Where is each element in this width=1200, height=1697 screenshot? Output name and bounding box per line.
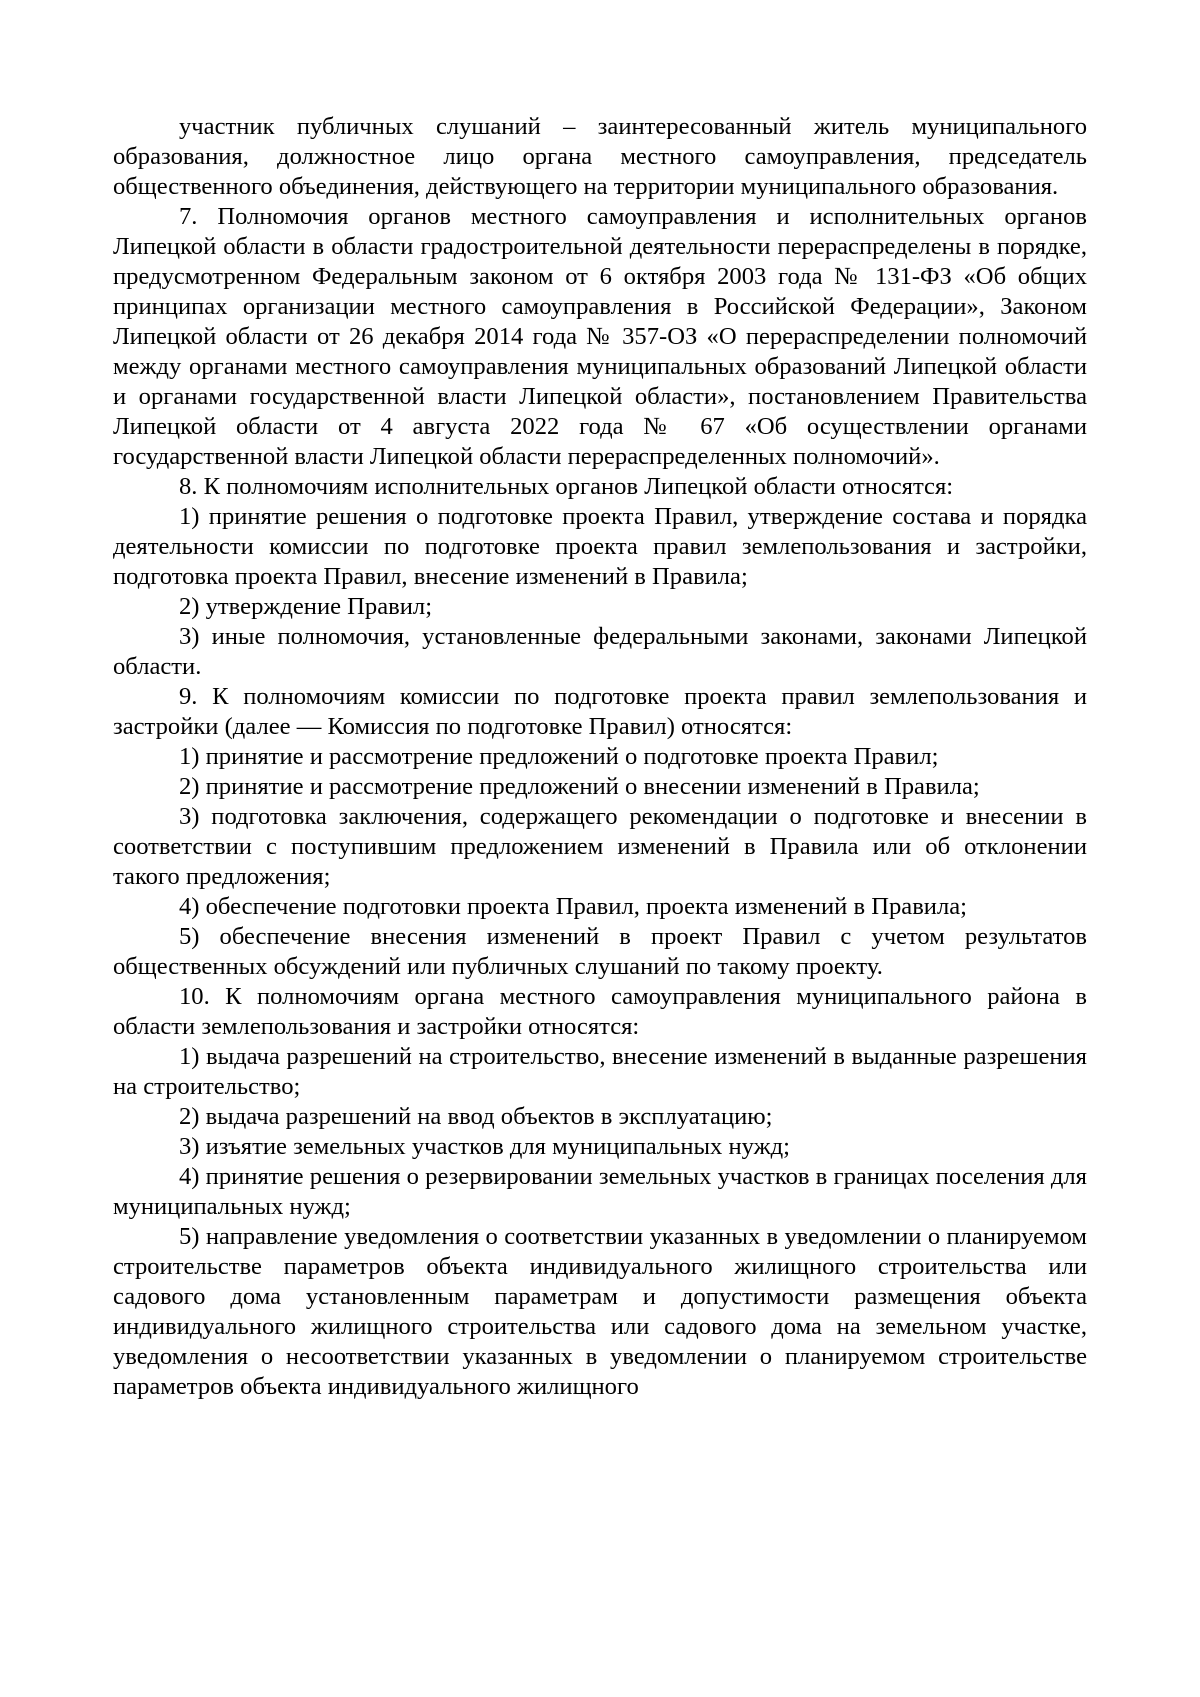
paragraph-10-municipal-powers: 10. К полномочиям органа местного самоуправления муниципального района в области землепользования и застройки относятся:: [113, 983, 1087, 1040]
paragraph-8-executive-powers: 8. К полномочиям исполнительных органов Липецкой области относятся:: [179, 473, 954, 500]
list-item-9-4: 4) обеспечение подготовки проекта Правил, проекта изменений в Правила;: [179, 893, 967, 920]
list-item-9-2: 2) принятие и рассмотрение предложений о внесении изменений в Правила;: [179, 773, 980, 800]
list-item-8-3: 3) иные полномочия, установленные федеральными законами, законами Липецкой области.: [113, 623, 1087, 680]
list-item-9-5: 5) обеспечение внесения изменений в проект Правил с учетом результатов общественных обсуждений или публичных слушаний по такому проекту.: [113, 923, 1087, 980]
list-item-9-1: 1) принятие и рассмотрение предложений о подготовке проекта Правил;: [179, 743, 939, 770]
paragraph-9-commission-powers: 9. К полномочиям комиссии по подготовке проекта правил землепользования и застройки (далее — Комиссия по подготовке Правил) относятся:: [113, 683, 1087, 740]
list-item-10-5: 5) направление уведомления о соответствии указанных в уведомлении о планируемом строительстве параметров объекта индивидуального жилищного строительства или садового дома установленным параметрам и допустимости размещения объекта индивидуального жилищного строительства или садового дома на земельном участке, уведомления о несоответствии указанных в уведомлении о планируемом строительстве параметров объекта индивидуального жилищного: [113, 1223, 1087, 1400]
list-item-10-2: 2) выдача разрешений на ввод объектов в эксплуатацию;: [179, 1103, 773, 1130]
paragraph-7-powers-redistribution: 7. Полномочия органов местного самоуправления и исполнительных органов Липецкой области в области градостроительной деятельности перераспределены в порядке, предусмотренном Федеральным законом от 6 октября 2003 года № 131-ФЗ «Об общих принципах организации местного самоуправления в Российской Федерации», Законом Липецкой области от 26 декабря 2014 года № 357-ОЗ «О перераспределении полномочий между органами местного самоуправления муниципальных образований Липецкой области и органами государственной власти Липецкой области», постановлением Правительства Липецкой области от 4 августа 2022 года № 67 «Об осуществлении органами государственной власти Липецкой области перераспределенных полномочий».: [113, 203, 1087, 470]
list-item-10-3: 3) изъятие земельных участков для муниципальных нужд;: [179, 1133, 790, 1160]
list-item-10-1: 1) выдача разрешений на строительство, внесение изменений в выданные разрешения на строительство;: [113, 1043, 1087, 1100]
list-item-9-3: 3) подготовка заключения, содержащего рекомендации о подготовке и внесении в соответствии с поступившим предложением изменений в Правила или об отклонении такого предложения;: [113, 803, 1087, 890]
list-item-8-1: 1) принятие решения о подготовке проекта Правил, утверждение состава и порядка деятельности комиссии по подготовке проекта правил землепользования и застройки, подготовка проекта Правил, внесение изменений в Правила;: [113, 503, 1087, 590]
paragraph-participant-definition: участник публичных слушаний – заинтересованный житель муниципального образования, должностное лицо органа местного самоуправления, председатель общественного объединения, действующего на территории муниципального образования.: [113, 113, 1087, 200]
list-item-8-2: 2) утверждение Правил;: [179, 593, 433, 620]
document-body: [113, 112, 1087, 1402]
list-item-10-4: 4) принятие решения о резервировании земельных участков в границах поселения для муниципальных нужд;: [113, 1163, 1087, 1220]
